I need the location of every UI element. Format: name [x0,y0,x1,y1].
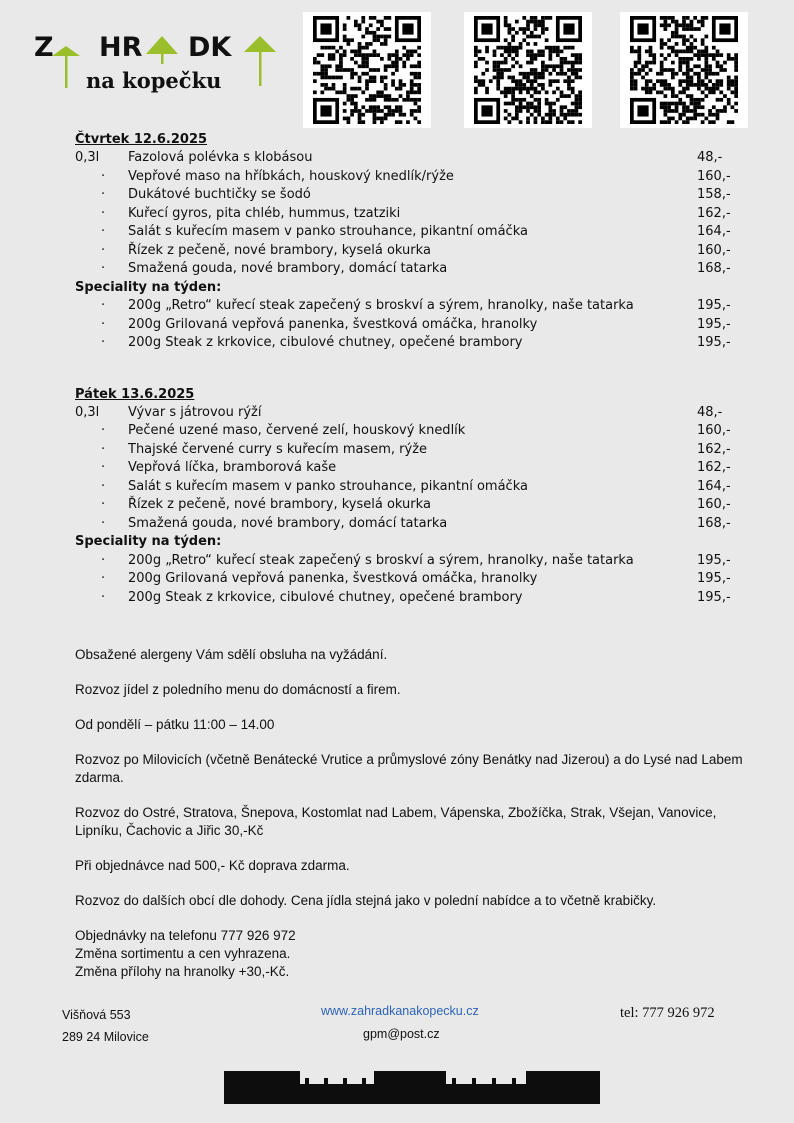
logo-subtitle: na kopečku [86,68,222,93]
menu-item-price: 160,- [697,168,731,184]
special-item-name: 200g Steak z krkovice, cibulové chutney, opečené brambory [128,335,523,350]
menu-item-name: Salát s kuřecím masem v panko strouhance, pikantní omáčka [128,478,528,494]
menu-item-name: Řízek z pečeně, nové brambory, kyselá okurka [128,497,431,512]
menu-item-price: 164,- [697,224,731,239]
special-item-price: 195,- [697,552,731,568]
soup-price: 48,- [697,404,723,420]
special-item-price: 195,- [697,298,731,313]
bullet-icon: · [101,224,106,239]
logo-letters-dk: DK [188,32,232,63]
soup-portion: 0,3l [75,150,100,165]
menu-item [75,168,755,187]
menu-item-price: 168,- [697,261,731,276]
menu-item-name: Řízek z pečeně, nové brambory, kyselá okurka [128,242,431,258]
specials-title: Speciality na týden: [75,279,222,295]
special-item [75,589,755,608]
footer-telephone: tel: 777 926 972 [620,1005,715,1021]
bullet-icon: · [101,441,106,457]
menu-item [75,186,755,205]
soup-row [75,149,755,168]
menu-item-name: Vepřové maso na hříbkách, houskový knedlík/rýže [128,168,454,184]
menu-item-price: 164,- [697,478,731,494]
menu-item [75,205,755,224]
menu-item-price: 160,- [697,423,731,438]
menu-item-price: 158,- [697,187,731,202]
bullet-icon: · [101,205,106,221]
day-title: Čtvrtek 12.6.2025 [75,132,208,147]
bullet-icon: · [101,168,106,184]
other-note: Rozvoz do dalších obcí dle dohody. Cena jídla stejná jako v polední nabídce a to včetně krabičky. [75,893,657,908]
special-item-name: 200g Grilovaná vepřová panenka, švestková omáčka, hranolky [128,571,538,586]
bottom-fence-graphic [224,1068,600,1104]
special-item-price: 195,- [697,335,731,350]
footer-website-link[interactable]: www.zahradkanakopecku.cz [321,1004,479,1018]
special-item-price: 195,- [697,316,731,332]
qr-code-3 [620,12,748,128]
specials-title: Speciality na týden: [75,534,222,549]
menu-item-price: 160,- [697,242,731,258]
logo-letter-z: Z [34,32,54,63]
logo-graphic [30,28,280,98]
qr-code-icon [470,16,586,124]
soup-row [75,404,755,423]
footer-address [62,1004,149,1048]
footer-city: 289 24 Milovice [62,1030,149,1044]
free-over-note: Při objednávce nad 500,- Kč doprava zdarma. [75,858,350,873]
special-item-price: 195,- [697,589,731,605]
special-item [75,316,755,335]
menu-item-price: 162,- [697,460,731,475]
special-item [75,570,755,589]
menu-item [75,422,755,441]
qr-code-icon [309,16,425,124]
bullet-icon: · [101,478,106,494]
orders-note: Objednávky na telefonu 777 926 972 [75,928,296,943]
bullet-icon: · [101,423,106,438]
menu-item-price: 162,- [697,441,731,457]
changes-note: Změna sortimentu a cen vyhrazena. [75,946,291,961]
info-block [75,646,765,981]
special-item-name: 200g „Retro“ kuřecí steak zapečený s broskví a sýrem, hranolky, naše tatarka [128,298,634,313]
menu-item-name: Pečené uzené maso, červené zelí, houskový knedlík [128,423,466,438]
menu-item-name: Kuřecí gyros, pita chléb, hummus, tzatziki [128,205,401,221]
menu-item-price: 162,- [697,205,731,221]
bullet-icon: · [101,316,106,332]
menu-item [75,441,755,460]
menu-item [75,260,755,279]
special-item-name: 200g Steak z krkovice, cibulové chutney, opečené brambory [128,589,523,605]
bullet-icon: · [101,335,106,350]
bullet-icon: · [101,515,106,531]
soup-portion: 0,3l [75,404,100,420]
qr-code-2 [464,12,592,128]
special-item [75,297,755,316]
bullet-icon: · [101,589,106,605]
soup-name: Vývar s játrovou rýží [128,404,262,420]
hours-note: Od pondělí – pátku 11:00 – 14.00 [75,717,275,732]
soup-name: Fazolová polévka s klobásou [128,150,313,165]
menu-item-name: Smažená gouda, nové brambory, domácí tatarka [128,261,448,276]
menu-item-name: Vepřová líčka, bramborová kaše [128,460,337,475]
delivery-note: Rozvoz jídel z poledního menu do domácností a firem. [75,682,401,697]
daily-menu [75,128,755,607]
menu-item [75,478,755,497]
special-item-name: 200g „Retro“ kuřecí steak zapečený s broskví a sýrem, hranolky, naše tatarka [128,552,634,568]
bullet-icon: · [101,242,106,258]
footer-email-link[interactable]: gpm@post.cz [363,1027,440,1041]
qr-code-1 [303,12,431,128]
logo [30,28,280,98]
special-item [75,552,755,571]
menu-item [75,223,755,242]
logo-letters-hr: HR [99,32,143,63]
bullet-icon: · [101,460,106,475]
bullet-icon: · [101,187,106,202]
day-title: Pátek 13.6.2025 [75,386,195,402]
bullet-icon: · [101,497,106,512]
menu-item [75,496,755,515]
menu-item-name: Dukátové buchtičky se šodó [128,187,311,202]
bullet-icon: · [101,298,106,313]
menu-item [75,515,755,534]
special-item [75,334,755,353]
menu-item [75,459,755,478]
bullet-icon: · [101,571,106,586]
special-item-price: 195,- [697,571,731,586]
bullet-icon: · [101,552,106,568]
menu-item [75,242,755,261]
free-zone-note: Rozvoz po Milovicích (včetně Benátecké Vrutice a průmyslové zóny Benátky nad Jizerou) a do Lysé nad Labem zdarma. [75,752,743,785]
menu-item-name: Thajské červené curry s kuřecím masem, rýže [128,441,428,457]
bullet-icon: · [101,261,106,276]
menu-item-name: Smažená gouda, nové brambory, domácí tatarka [128,515,448,531]
special-item-name: 200g Grilovaná vepřová panenka, švestková omáčka, hranolky [128,316,538,332]
qr-code-icon [626,16,742,124]
fries-note: Změna přílohy na hranolky +30,-Kč. [75,964,290,979]
footer-street: Višňová 553 [62,1008,131,1022]
day-spacer [75,353,755,383]
soup-price: 48,- [697,150,723,165]
allergens-note: Obsažené alergeny Vám sdělí obsluha na vyžádání. [75,647,388,662]
paid-zone-note: Rozvoz do Ostré, Stratova, Šnepova, Kostomlat nad Labem, Vápenska, Zbožíčka, Strak, Všejan, Vanovice, Lipníku, Čachovic a Jiřic 30,-Kč [75,805,717,838]
menu-item-price: 168,- [697,515,731,531]
menu-item-price: 160,- [697,497,731,512]
menu-item-name: Salát s kuřecím masem v panko strouhance, pikantní omáčka [128,224,528,239]
